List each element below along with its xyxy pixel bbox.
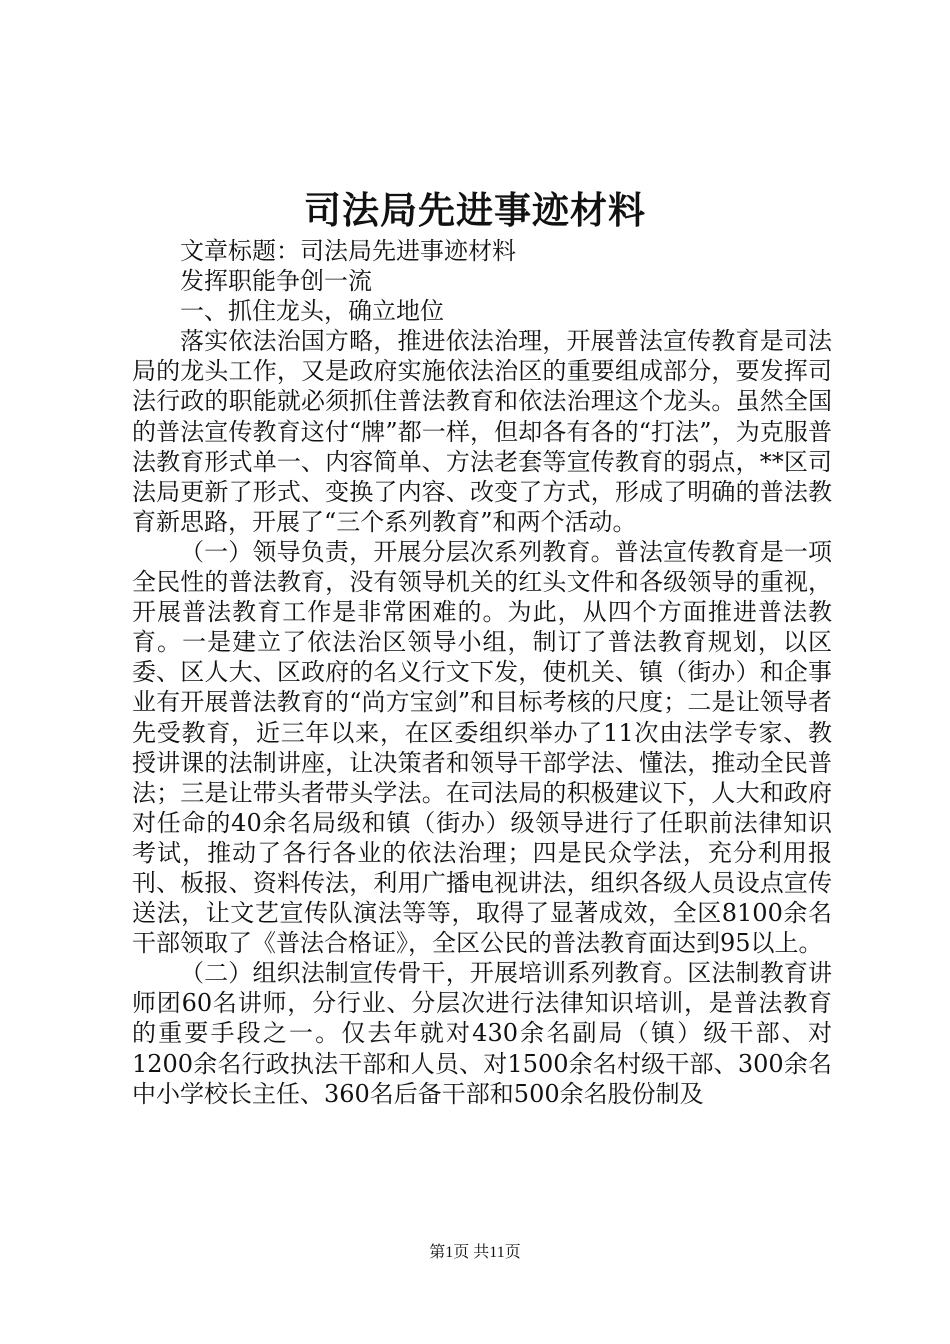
body-paragraph: （一）领导负责，开展分层次系列教育。普法宣传教育是一项全民性的普法教育，没有领导机关的红头文件和各级领导的重视，开展普法教育工作是非常困难的。为此，从四个方面推进普法教育。一是建立了依法治区领导小组，制订了普法教育规划，以区委、区人大、区政府的名义行文下发，使机关、镇（街办）和企事业有开展普法教育的“尚方宝剑”和目标考核的尺度；二是让领导者先受教育，近三年以来，在区委组织举办了11次由法学专家、教授讲课的法制讲座，让决策者和领导干部学法、懂法，推动全民普法；三是让带头者带头学法。在司法局的积极建议下，人大和政府对任命的40余名局级和镇（街办）级领导进行了任职前法律知识考试，推动了各行各业的依法治理；四是民众学法，充分利用报刊、板报、资料传法，利用广播电视讲法，组织各级人员设点宣传送法，让文艺宣传队演法等等，取得了显著成效，全区8100余名干部领取了《普法合格证》，全区公民的普法教育面达到95以上。	[132, 537, 832, 958]
page-footer: 第1页 共11页	[429, 1244, 521, 1261]
section-heading: 一、抓住龙头，确立地位	[180, 297, 444, 326]
document-body	[132, 236, 832, 1109]
subtitle-line: 发挥职能争创一流	[180, 267, 372, 296]
article-title-line: 文章标题：司法局先进事迹材料	[180, 237, 516, 265]
body-paragraph: 落实依法治国方略，推进依法治理，开展普法宣传教育是司法局的龙头工作，又是政府实施依法治区的重要组成部分，要发挥司法行政的职能就必须抓住普法教育和依法治理这个龙头。虽然全国的普法宣传教育这付“牌”都一样，但却各有各的“打法”，为克服普法教育形式单一、内容简单、方法老套等宣传教育的弱点，**区司法局更新了形式、变换了内容、改变了方式，形成了明确的普法教育新思路，开展了“三个系列教育”和两个活动。	[132, 327, 832, 536]
document-title: 司法局先进事迹材料	[304, 188, 646, 232]
body-paragraph: （二）组织法制宣传骨干，开展培训系列教育。区法制教育讲师团60名讲师，分行业、分层次进行法律知识培训，是普法教育的重要手段之一。仅去年就对430余名副局（镇）级干部、对1200余名行政执法干部和人员、对1500余名村级干部、300余名中小学校长主任、360名后备干部和500余名股份制及	[132, 959, 832, 1108]
